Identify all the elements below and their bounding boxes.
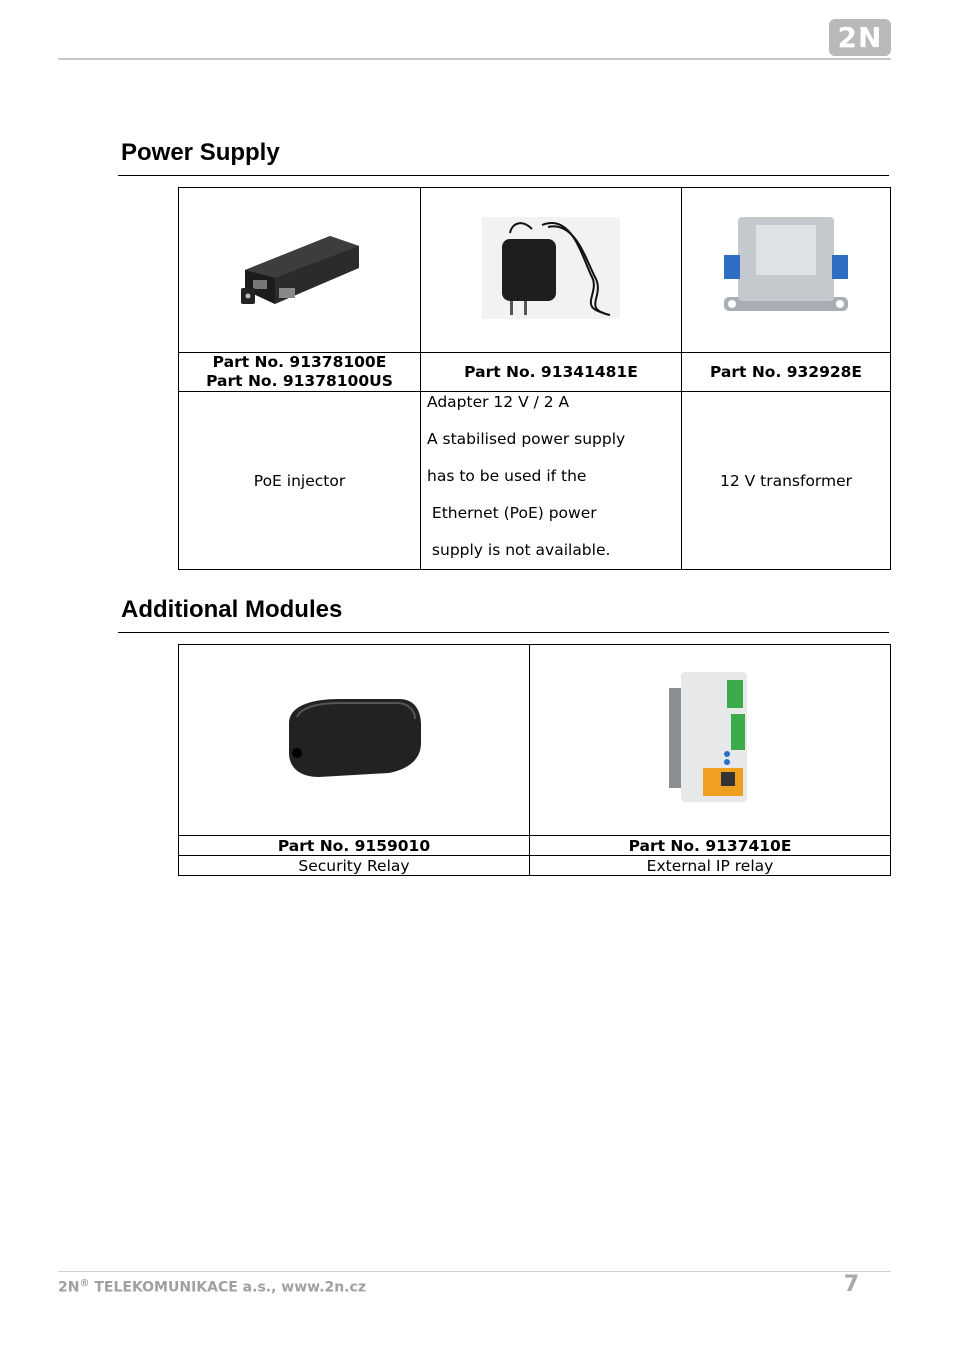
product-image-cell [179,645,530,836]
table-row [179,856,891,876]
company-logo: 2N [829,19,891,56]
section-divider [118,632,889,633]
description-line: supply is not available. [427,541,611,559]
description-cell [421,392,682,570]
description-line: A stabilised power supply [427,430,626,448]
part-number: Part No. 91378100US [206,372,393,390]
part-number: Part No. 91378100E [212,353,387,371]
description-line: Adapter 12 V / 2 A [427,393,570,411]
ip-relay-icon [665,668,755,808]
product-image-cell [530,645,891,836]
product-description: External IP relay [530,856,891,876]
section-divider [118,175,889,176]
table-row [179,392,891,570]
product-image-cell [421,188,682,353]
part-number: Part No. 91341481E [464,363,638,381]
product-description: 12 V transformer [719,471,853,490]
transformer-icon [716,213,856,323]
product-image-cell [179,188,421,353]
product-description: Security Relay [179,856,530,876]
page-number: 7 [843,1272,859,1297]
product-image-cell [682,188,891,353]
description-line: Ethernet (PoE) power [427,504,597,522]
footer-company [58,1278,366,1296]
description-line: has to be used if the [427,467,587,485]
section-heading-additional-modules: Additional Modules [121,596,343,623]
footer-brand: 2N [58,1279,80,1296]
description-cell [179,392,421,570]
table-row [179,645,891,836]
part-number: Part No. 9137410E [530,836,891,856]
additional-modules-table [178,644,891,876]
part-number: Part No. 9159010 [179,836,530,856]
section-heading-power-supply: Power Supply [121,139,280,166]
part-number-cell [179,353,421,392]
power-adapter-icon [482,217,620,319]
part-number-cell [682,353,891,392]
footer-company-text: TELEKOMUNIKACE a.s., www.2n.cz [89,1279,366,1296]
header-divider [58,58,891,60]
registered-mark: ® [79,1278,90,1289]
security-relay-icon [279,693,429,783]
table-row [179,188,891,353]
footer-divider [58,1271,891,1272]
poe-injector-icon [235,218,365,318]
part-number: Part No. 932928E [709,363,863,381]
power-supply-table [178,187,891,570]
product-description: PoE injector [253,471,346,490]
description-cell [682,392,891,570]
table-row [179,836,891,856]
